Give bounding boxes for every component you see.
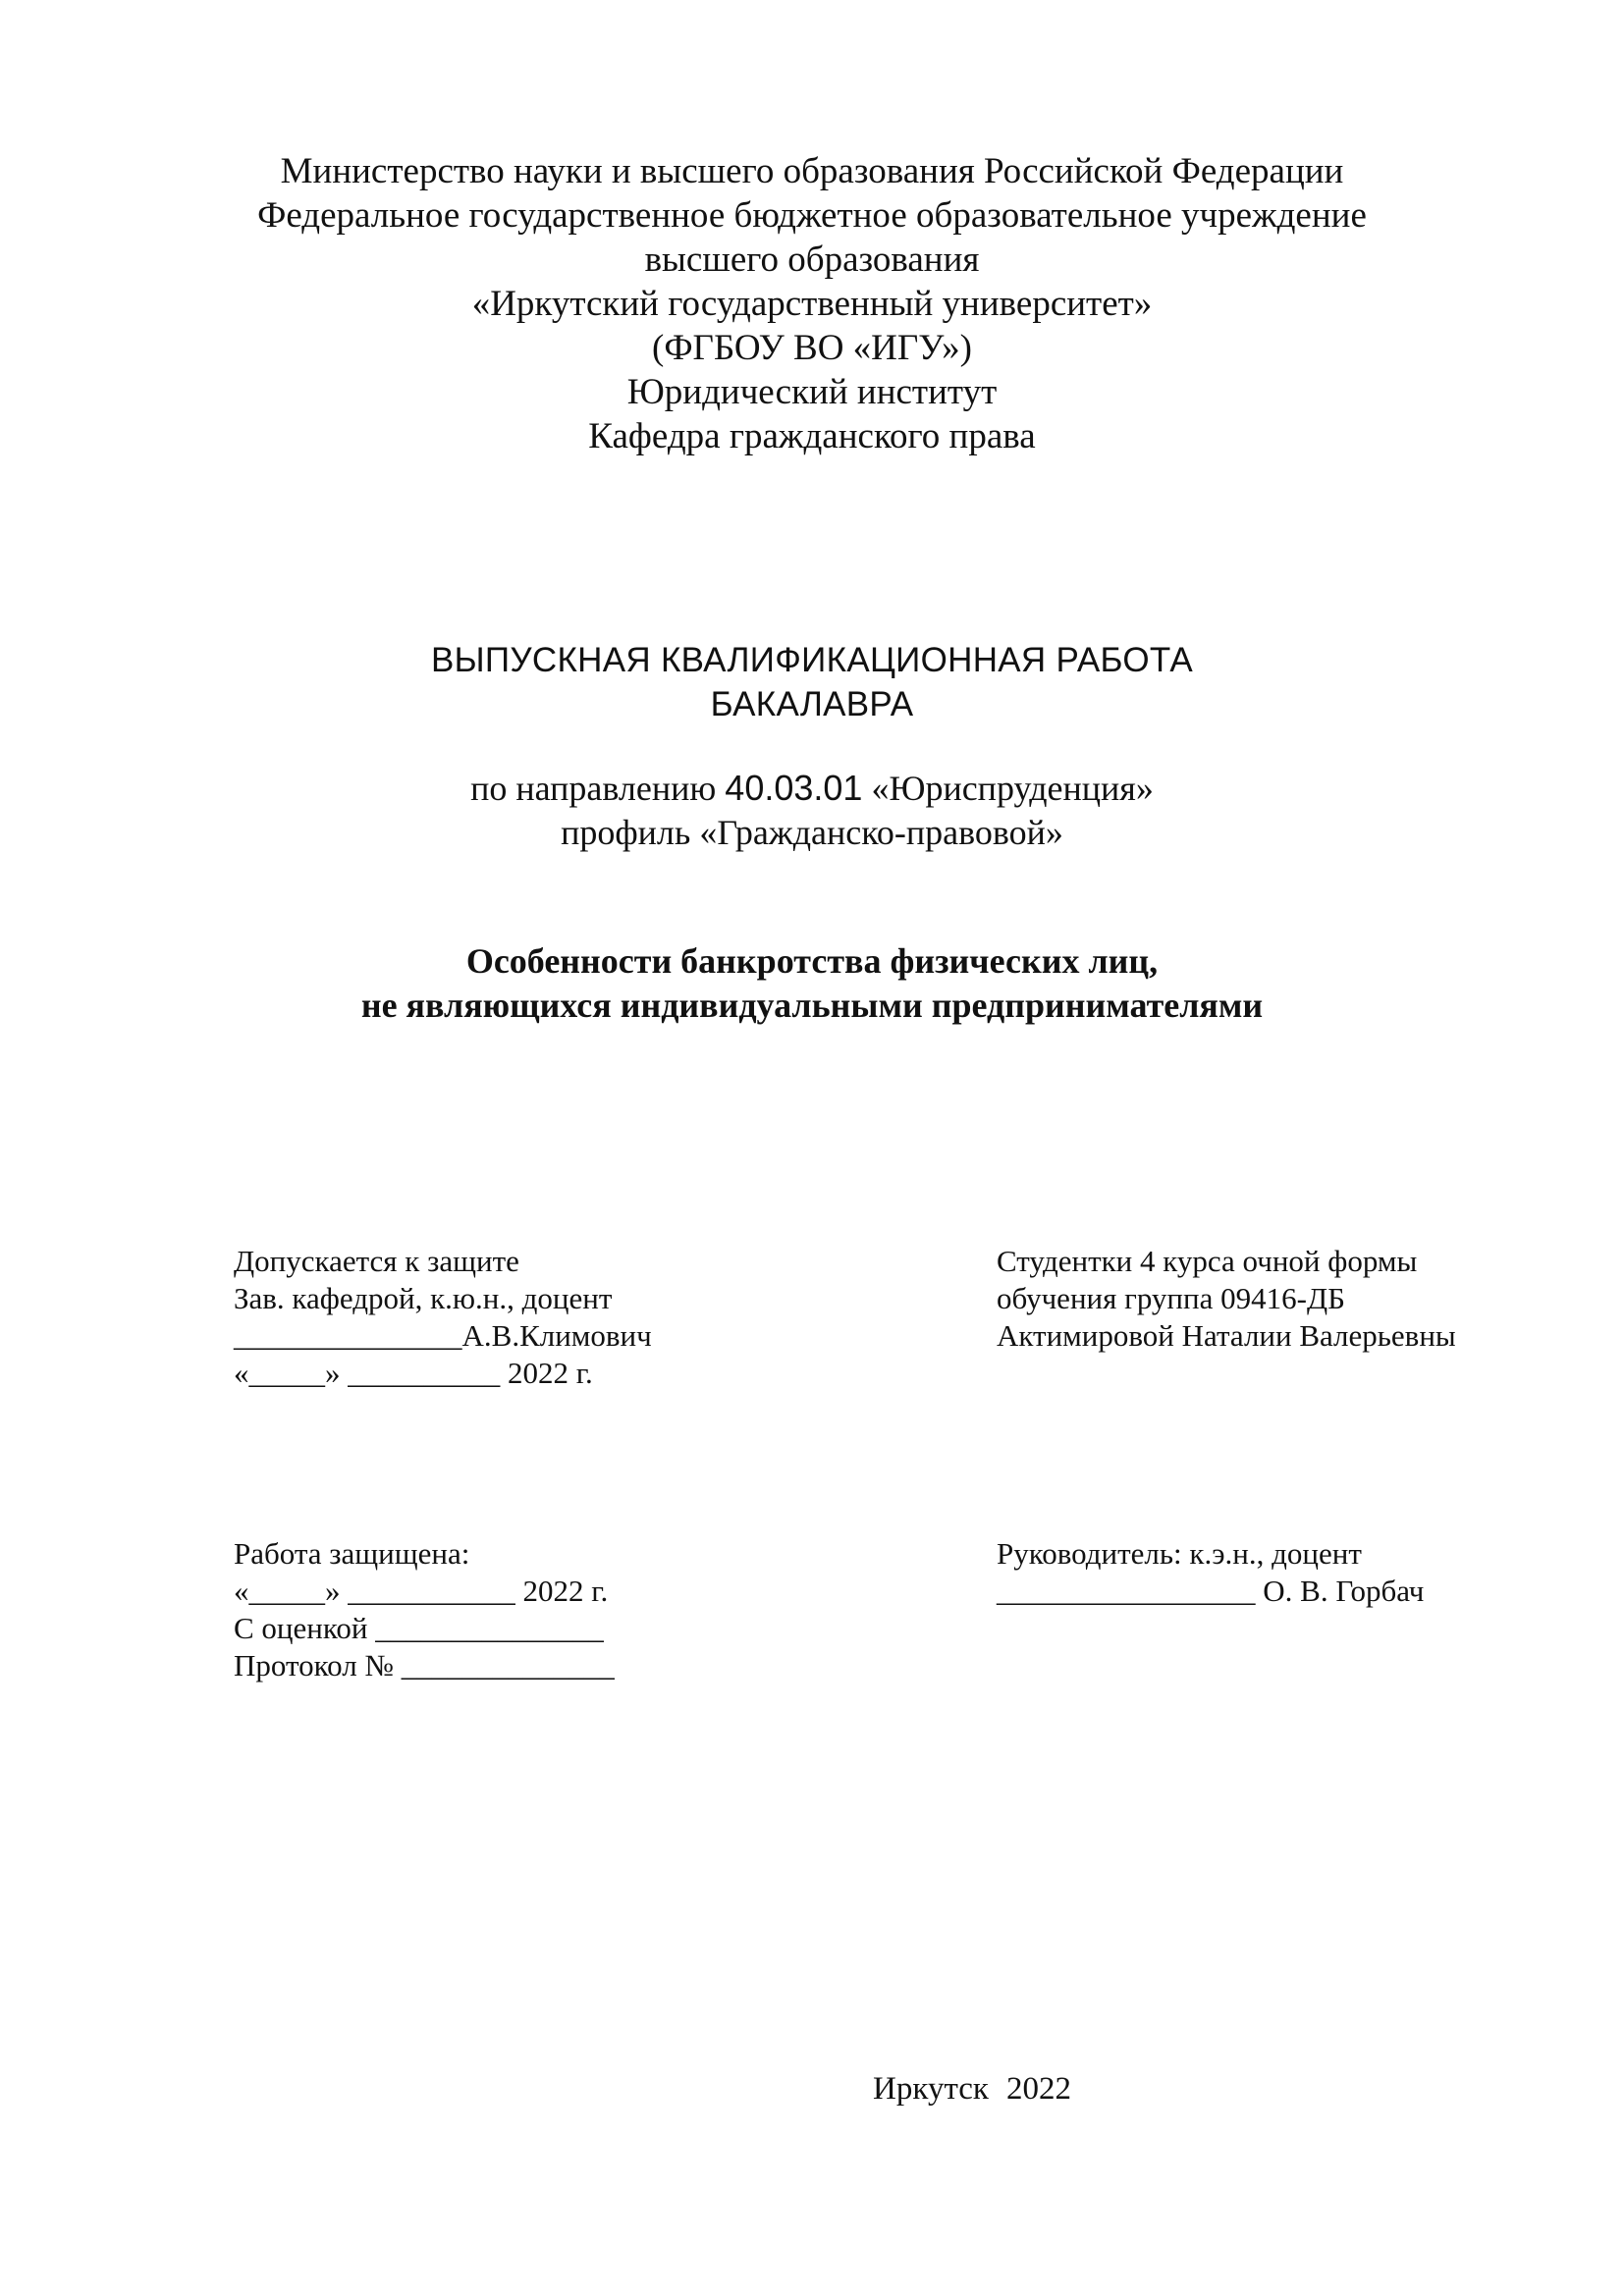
profile-line: профиль «Гражданско-правовой» [561,813,1063,852]
defense-grade-line: С оценкой _______________ [234,1611,604,1645]
admission-line-2: Зав. кафедрой, к.ю.н., доцент [234,1281,613,1315]
defense-block [234,1535,615,1684]
supervisor-signature-line: _________________ О. В. Горбач [997,1574,1425,1608]
student-line-1: Студентки 4 курса очной формы [997,1244,1418,1278]
department-line: Кафедра гражданского права [588,416,1036,456]
direction-prefix: по направлению [470,769,726,808]
study-direction [0,766,1624,855]
university-name-line: «Иркутский государственный университет» [471,284,1153,324]
defense-date-line: «_____» ___________ 2022 г. [234,1574,609,1608]
topic-line-1: Особенности банкротства физических лиц, [465,941,1159,981]
supervisor-line-1: Руководитель: к.э.н., доцент [997,1536,1362,1571]
footer-place-year [0,2069,1624,2109]
defense-protocol-line: Протокол № ______________ [234,1648,615,1682]
work-type-line-2: БАКАЛАВРА [710,685,914,723]
education-level-line: высшего образования [644,240,980,280]
institution-type-line: Федеральное государственное бюджетное образовательное учреждение [257,195,1367,236]
student-block [997,1243,1456,1355]
work-type [0,638,1624,726]
admission-block [234,1243,652,1392]
defense-line-1: Работа защищена: [234,1536,470,1571]
supervisor-block [997,1535,1424,1610]
student-name-line: Актимировой Наталии Валерьевны [997,1318,1456,1353]
topic-line-2: не являющихся индивидуальными предпринимателями [360,986,1264,1025]
university-abbr-line: (ФГБОУ ВО «ИГУ») [652,328,972,368]
institute-line: Юридический институт [626,372,998,412]
direction-line [0,766,1624,811]
student-line-2: обучения группа 09416-ДБ [997,1281,1345,1315]
ministry-line: Министерство науки и высшего образования Российской Федерации [280,151,1344,191]
thesis-topic [0,939,1624,1028]
direction-name: «Юриспруденция» [862,769,1154,808]
footer-year: 2022 [1005,2071,1071,2107]
direction-code: 40.03.01 [725,768,863,808]
admission-line-1: Допускается к защите [234,1244,519,1278]
work-type-line-1: ВЫПУСКНАЯ КВАЛИФИКАЦИОННАЯ РАБОТА [430,641,1194,679]
footer-city: Иркутск [873,2071,989,2107]
admission-date-line: «_____» __________ 2022 г. [234,1356,593,1390]
institution-header [0,149,1624,458]
admission-signature-line: _______________А.В.Климович [234,1318,652,1353]
